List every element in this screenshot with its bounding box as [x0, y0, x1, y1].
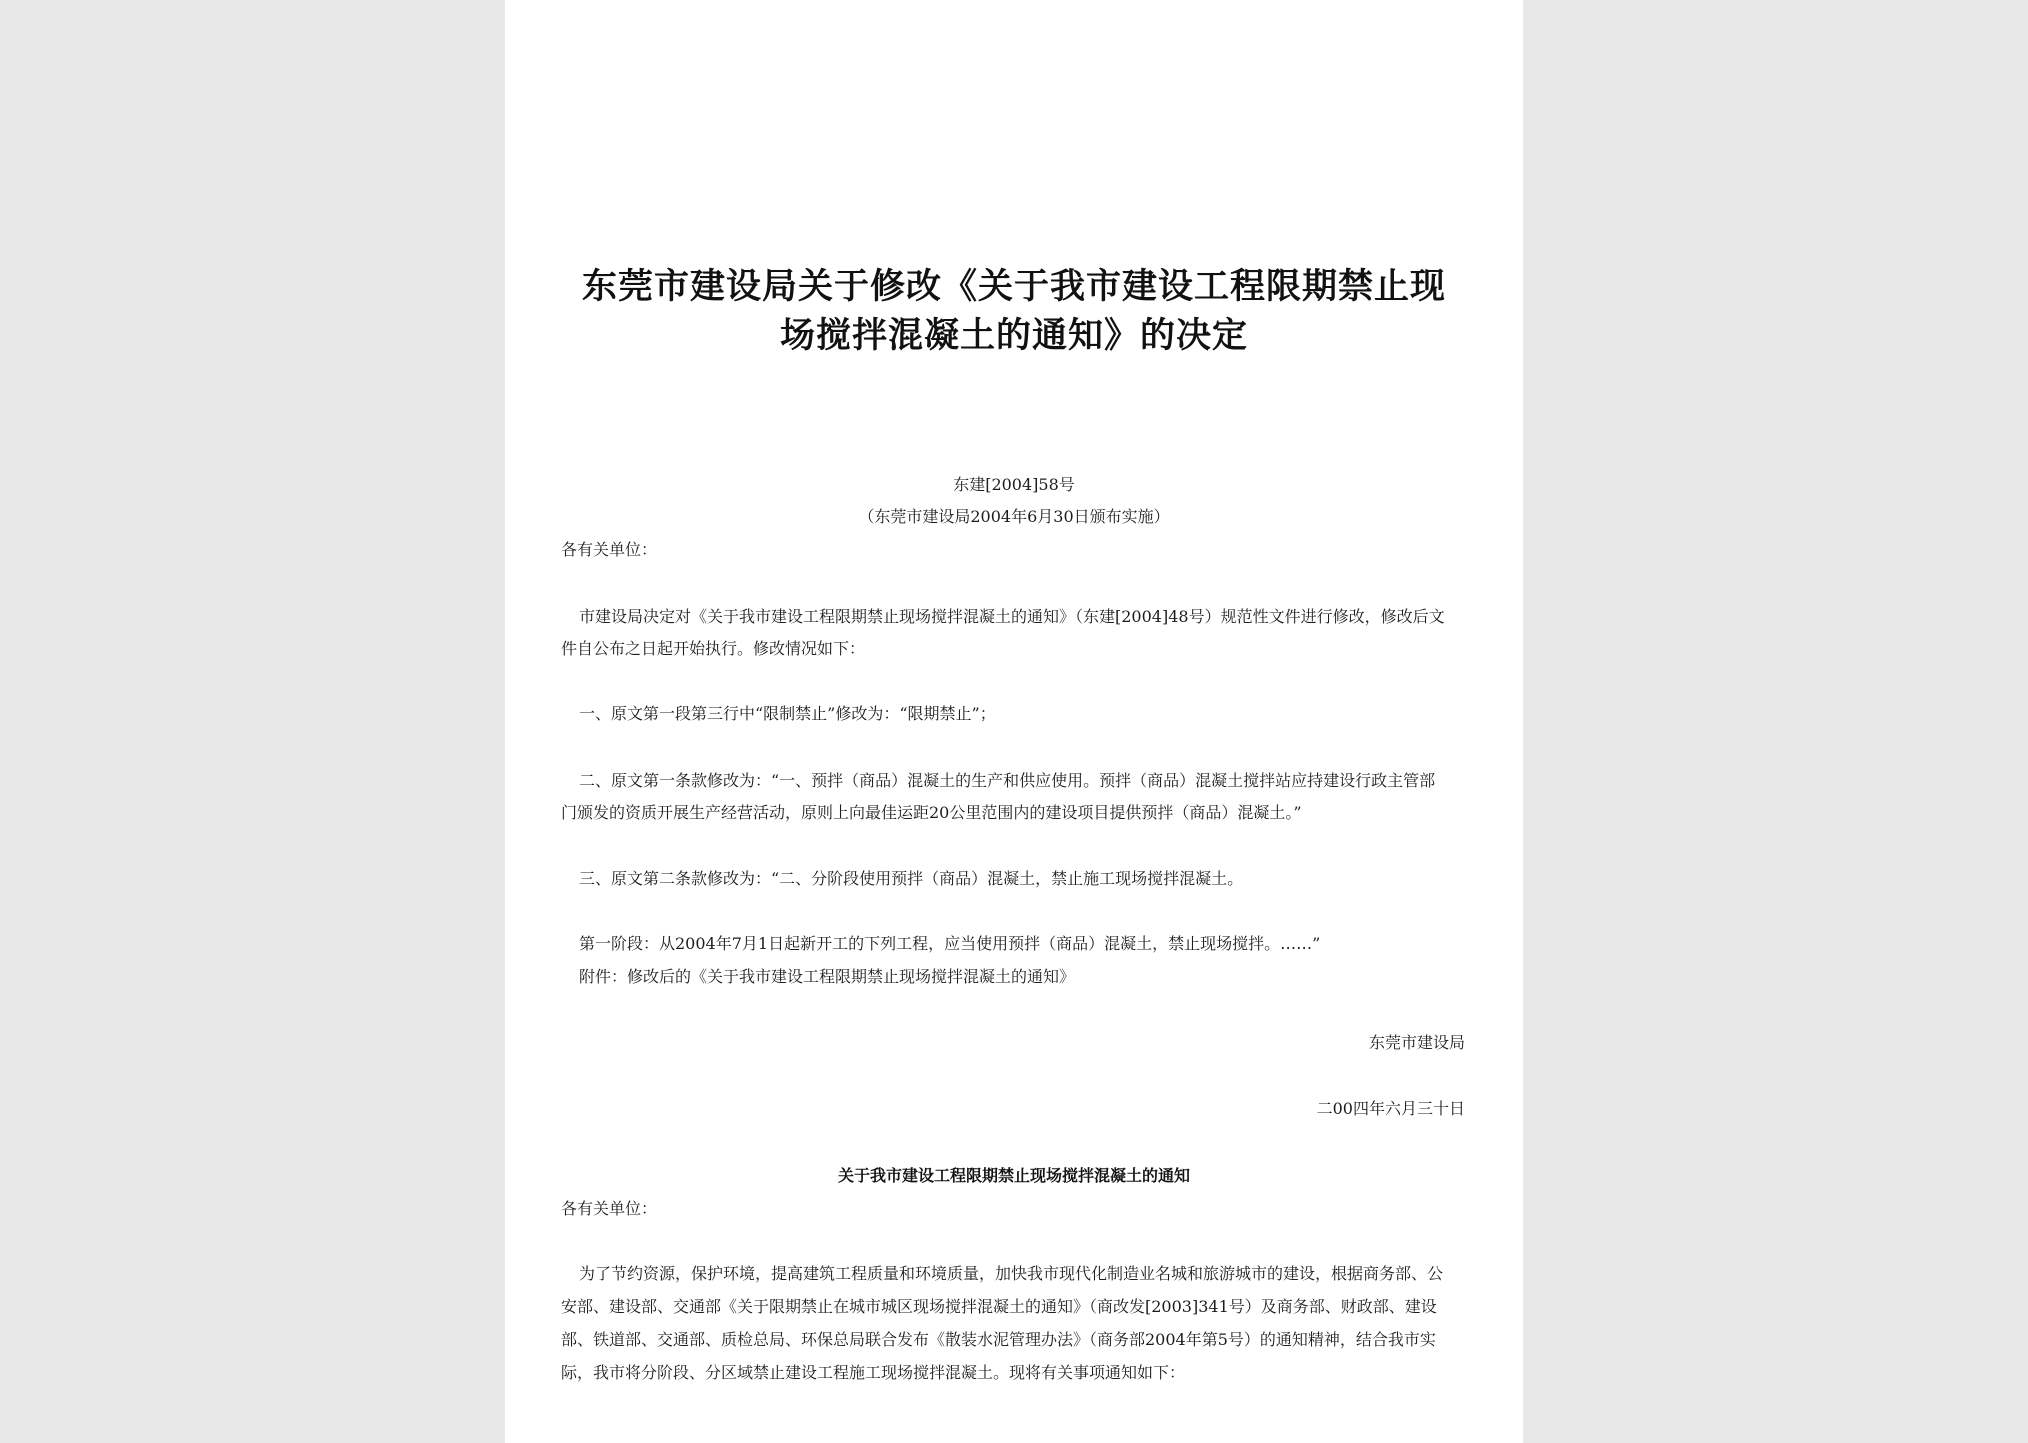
document-title-line2: 场搅拌混凝土的通知》的决定	[779, 315, 1248, 356]
amendment-item-2-line1: 二、原文第一条款修改为：“一、预拌（商品）混凝土的生产和供应使用。预拌（商品）混凝土搅拌站应持建设行政主管部	[579, 771, 1436, 790]
issued-note: （东莞市建设局2004年6月30日颁布实施）	[858, 507, 1170, 526]
salutation: 各有关单位：	[561, 540, 658, 559]
amendment-item-3: 三、原文第二条款修改为：“二、分阶段使用预拌（商品）混凝土，禁止施工现场搅拌混凝土。	[579, 869, 1244, 888]
issuer-signature: 东莞市建设局	[1368, 1033, 1465, 1052]
issue-date: 二00四年六月三十日	[1316, 1099, 1465, 1118]
amendment-item-1: 一、原文第一段第三行中“限制禁止”修改为：“限期禁止”；	[579, 704, 996, 723]
document-title-line1: 东莞市建设局关于修改《关于我市建设工程限期禁止现	[581, 266, 1446, 307]
intro-line2: 件自公布之日起开始执行。修改情况如下：	[561, 639, 866, 658]
notice-paragraph-line1: 为了节约资源，保护环境，提高建筑工程质量和环境质量，加快我市现代化制造业名城和旅游城市的建设，根据商务部、公	[579, 1264, 1444, 1283]
amendment-item-2-line2: 门颁发的资质开展生产经营活动，原则上向最佳运距20公里范围内的建设项目提供预拌（商品）混凝土。”	[561, 803, 1302, 822]
notice-title: 关于我市建设工程限期禁止现场搅拌混凝土的通知	[837, 1166, 1190, 1185]
notice-salutation: 各有关单位：	[561, 1199, 658, 1218]
notice-paragraph-line2: 安部、建设部、交通部《关于限期禁止在城市城区现场搅拌混凝土的通知》（商改发[2003]341号）及商务部、财政部、建设	[561, 1297, 1437, 1316]
attachment-note: 附件：修改后的《关于我市建设工程限期禁止现场搅拌混凝土的通知》	[579, 967, 1076, 986]
stage-one-text: 第一阶段：从2004年7月1日起新开工的下列工程，应当使用预拌（商品）混凝土，禁止现场搅拌。……”	[579, 934, 1321, 953]
document-page	[505, 0, 1523, 1443]
notice-paragraph-line4: 际，我市将分阶段、分区域禁止建设工程施工现场搅拌混凝土。现将有关事项通知如下：	[561, 1363, 1186, 1382]
intro-line1: 市建设局决定对《关于我市建设工程限期禁止现场搅拌混凝土的通知》（东建[2004]48号）规范性文件进行修改，修改后文	[579, 607, 1445, 626]
notice-paragraph-line3: 部、铁道部、交通部、质检总局、环保总局联合发布《散装水泥管理办法》（商务部2004年第5号）的通知精神，结合我市实	[561, 1330, 1436, 1349]
document-number: 东建[2004]58号	[953, 475, 1075, 494]
